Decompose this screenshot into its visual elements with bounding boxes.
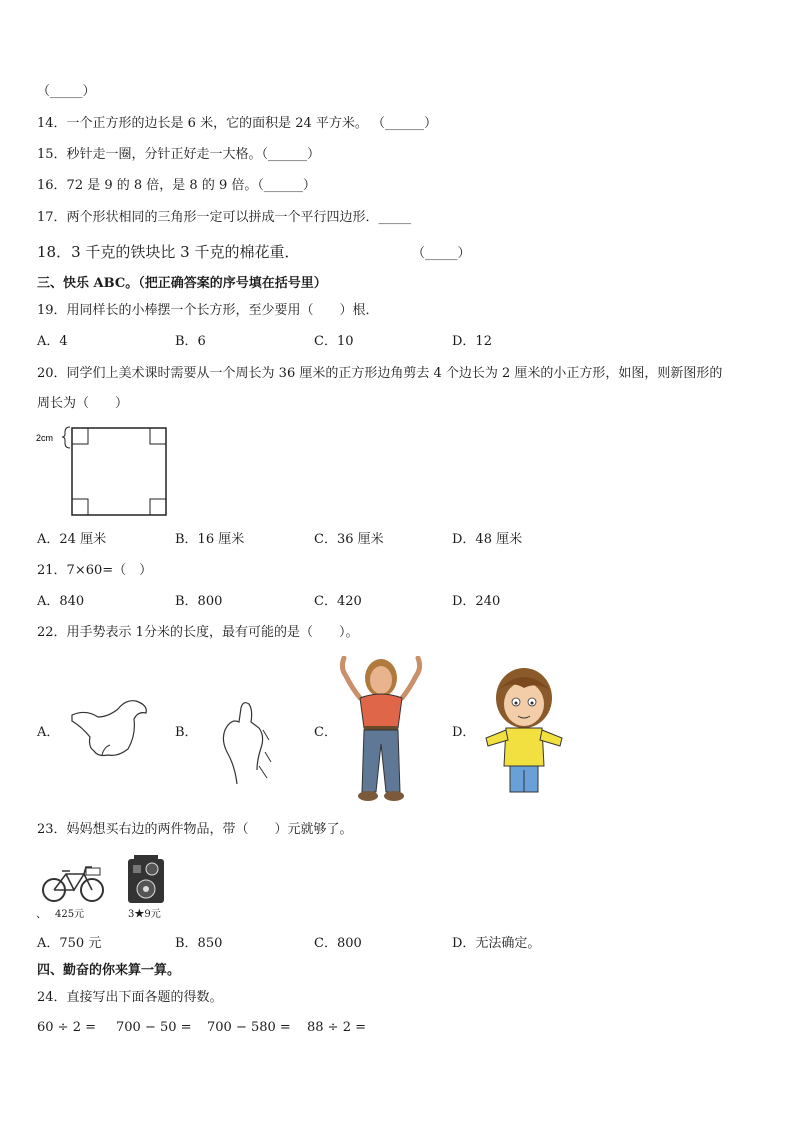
line-13-tail: （_____） [37, 84, 96, 99]
radio-price: 3★9元 [128, 909, 161, 920]
q22-option-c: C． [314, 725, 337, 740]
q19-option-b: B．6 [175, 334, 206, 349]
q23-option-b: B．850 [175, 936, 223, 951]
boy-arms-out-image [484, 666, 564, 796]
item-separator: 、 [36, 907, 47, 920]
q23-option-a: A．750 元 [37, 936, 102, 951]
q22-option-d: D． [452, 725, 476, 740]
hand-gesture-a-image [68, 695, 152, 761]
calc-1: 60 ÷ 2 = [37, 1020, 96, 1035]
q19-option-c: C．10 [314, 334, 354, 349]
q21-option-b: B．800 [175, 594, 223, 609]
q21-option-a: A．840 [37, 594, 85, 609]
question-24: 24．直接写出下面各题的得数。 [37, 990, 223, 1005]
calc-3: 700 − 580 = [207, 1020, 291, 1035]
q19-option-a: A．4 [37, 334, 68, 349]
bicycle-price: 425元 [55, 909, 85, 920]
figure-label-2cm: 2cm [36, 433, 54, 443]
radio-icon [126, 855, 166, 905]
question-16: 16．72 是 9 的 8 倍，是 8 的 9 倍。（______） [37, 178, 316, 193]
question-14: 14．一个正方形的边长是 6 米，它的面积是 24 平方米。 （______） [37, 116, 438, 131]
q21-option-c: C．420 [314, 594, 362, 609]
q20-option-a: A．24 厘米 [37, 532, 107, 547]
question-18: 18．3 千克的铁块比 3 千克的棉花重． [37, 243, 300, 261]
q19-option-d: D．12 [452, 334, 492, 349]
section-4-heading: 四、勤奋的你来算一算。 [37, 963, 181, 978]
question-22: 22．用手势表示 1分米的长度，最有可能的是（ ）。 [37, 625, 359, 640]
square-cut-corners-figure [36, 422, 176, 518]
q20-option-b: B．16 厘米 [175, 532, 245, 547]
q22-option-b: B． [175, 725, 198, 740]
section-3-heading: 三、快乐 ABC。（把正确答案的序号填在括号里） [37, 276, 327, 291]
question-23: 23．妈妈想买右边的两件物品，带（ ）元就够了。 [37, 822, 353, 837]
q21-option-d: D．240 [452, 594, 501, 609]
question-20-line1: 20．同学们上美术课时需要从一个周长为 36 厘米的正方形边角剪去 4 个边长为 2 厘米的小正方形，如图，则新图形的 [37, 366, 723, 381]
hand-gesture-b-image [215, 700, 277, 786]
q23-option-d: D．无法确定。 [452, 936, 541, 951]
q20-option-c: C．36 厘米 [314, 532, 384, 547]
question-15: 15．秒针走一圈，分针正好走一大格。（______） [37, 147, 321, 162]
q20-option-d: D．48 厘米 [452, 532, 523, 547]
q22-option-a: A． [37, 725, 60, 740]
person-arms-raised-image [336, 656, 426, 806]
bicycle-icon [40, 862, 106, 904]
question-18-blank: （_____） [412, 246, 471, 261]
question-17: 17．两个形状相同的三角形一定可以拼成一个平行四边形．_____ [37, 210, 412, 225]
calc-2: 700 − 50 = [116, 1020, 192, 1035]
question-21: 21．7×60=（ ） [37, 563, 153, 578]
question-20-line2: 周长为（ ） [37, 396, 129, 411]
question-19: 19．用同样长的小棒摆一个长方形，至少要用（ ）根． [37, 303, 379, 318]
calc-4: 88 ÷ 2 = [307, 1020, 366, 1035]
q23-option-c: C．800 [314, 936, 362, 951]
